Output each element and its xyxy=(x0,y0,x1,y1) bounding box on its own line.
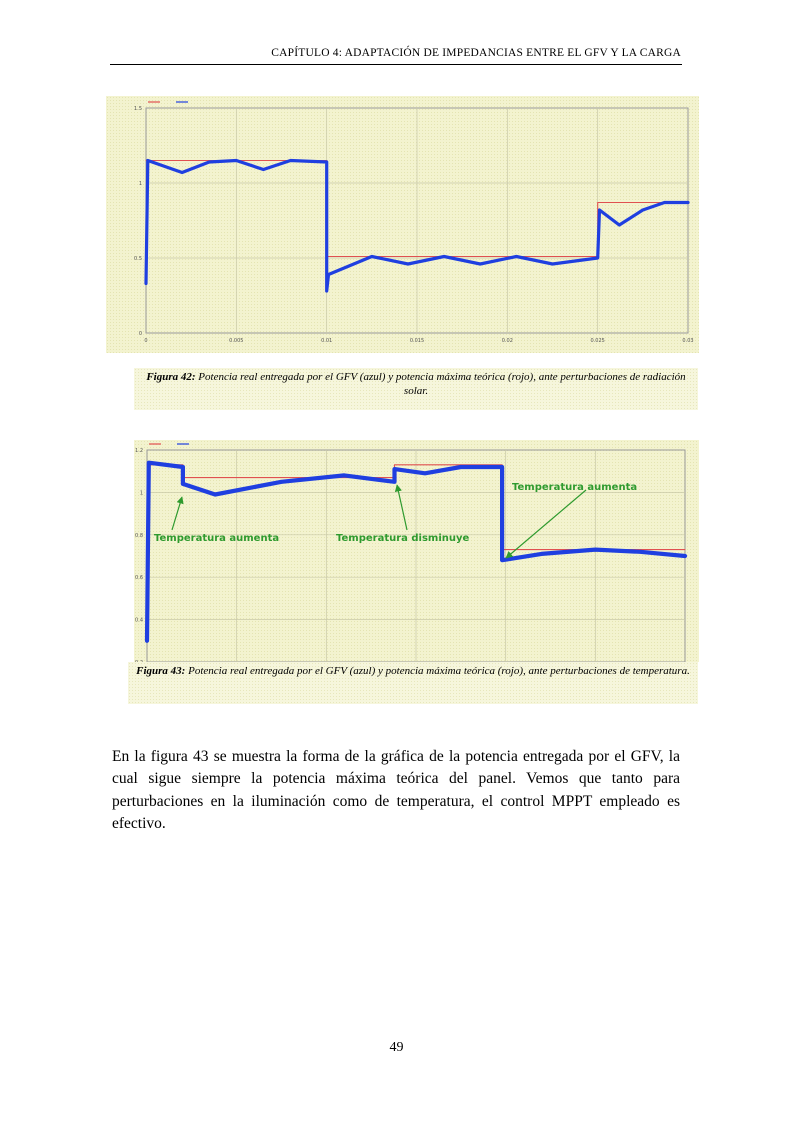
page-number: 49 xyxy=(389,1040,404,1055)
y-tick-label: 0.8 xyxy=(135,532,143,539)
figure-43-caption xyxy=(128,662,698,704)
y-tick-label: 0.6 xyxy=(135,575,143,582)
y-tick-label: 0.5 xyxy=(134,256,142,262)
y-tick-label: 0 xyxy=(138,331,142,337)
x-tick-label: 0 xyxy=(144,338,148,344)
figure-42-plot xyxy=(106,96,699,353)
y-tick-label: 1 xyxy=(139,490,143,497)
running-header: CAPÍTULO 4: ADAPTACIÓN DE IMPEDANCIAS ENTRE EL GFV Y LA CARGA xyxy=(271,47,681,59)
x-tick-label: 0.02 xyxy=(501,338,513,344)
y-tick-label: 1.5 xyxy=(134,106,142,112)
x-tick-label: 0.025 xyxy=(590,338,605,344)
annotation-arrow xyxy=(397,485,407,530)
figure-43-annotation-2: Temperatura disminuye xyxy=(336,533,470,544)
y-tick-label: 1.2 xyxy=(135,448,143,454)
figure-43-annotation-1: Temperatura aumenta xyxy=(154,533,280,544)
figure-42-caption-label: Figura 42: xyxy=(146,371,196,383)
x-tick-label: 0.015 xyxy=(409,338,425,344)
body-paragraph: En la figura 43 se muestra la forma de la gráfica de la potencia entregada por el GFV, la cual sigue siempre la potencia máxima teórica del panel. Vemos que tanto para perturbaciones en la iluminación como de temperatura, el control MPPT empleado es efectivo. xyxy=(112,747,680,832)
figure-43-plot xyxy=(134,440,699,662)
x-tick-label: 0.03 xyxy=(682,338,694,344)
figure-43-chart xyxy=(134,440,699,662)
annotation-arrow xyxy=(506,490,586,558)
y-tick-label: 0.4 xyxy=(135,617,143,624)
figure-42-caption-text: Potencia real entregada por el GFV (azul) y potencia máxima teórica (rojo), ante perturbaciones de radiación solar. xyxy=(195,371,686,397)
figure-43-caption-label: Figura 43: xyxy=(136,665,186,677)
figure-43-annotation-3: Temperatura aumenta xyxy=(512,482,638,493)
y-tick-label: 1 xyxy=(138,181,142,187)
figure-42-caption xyxy=(134,368,698,410)
x-tick-label: 0.01 xyxy=(321,338,333,344)
header-rule xyxy=(110,64,682,65)
x-tick-label: 0.005 xyxy=(229,338,244,344)
figure-42-chart xyxy=(106,96,699,353)
figure-43-caption-text: Potencia real entregada por el GFV (azul) y potencia máxima teórica (rojo), ante perturbaciones de temperatura. xyxy=(185,665,690,677)
annotation-arrow xyxy=(172,497,182,530)
